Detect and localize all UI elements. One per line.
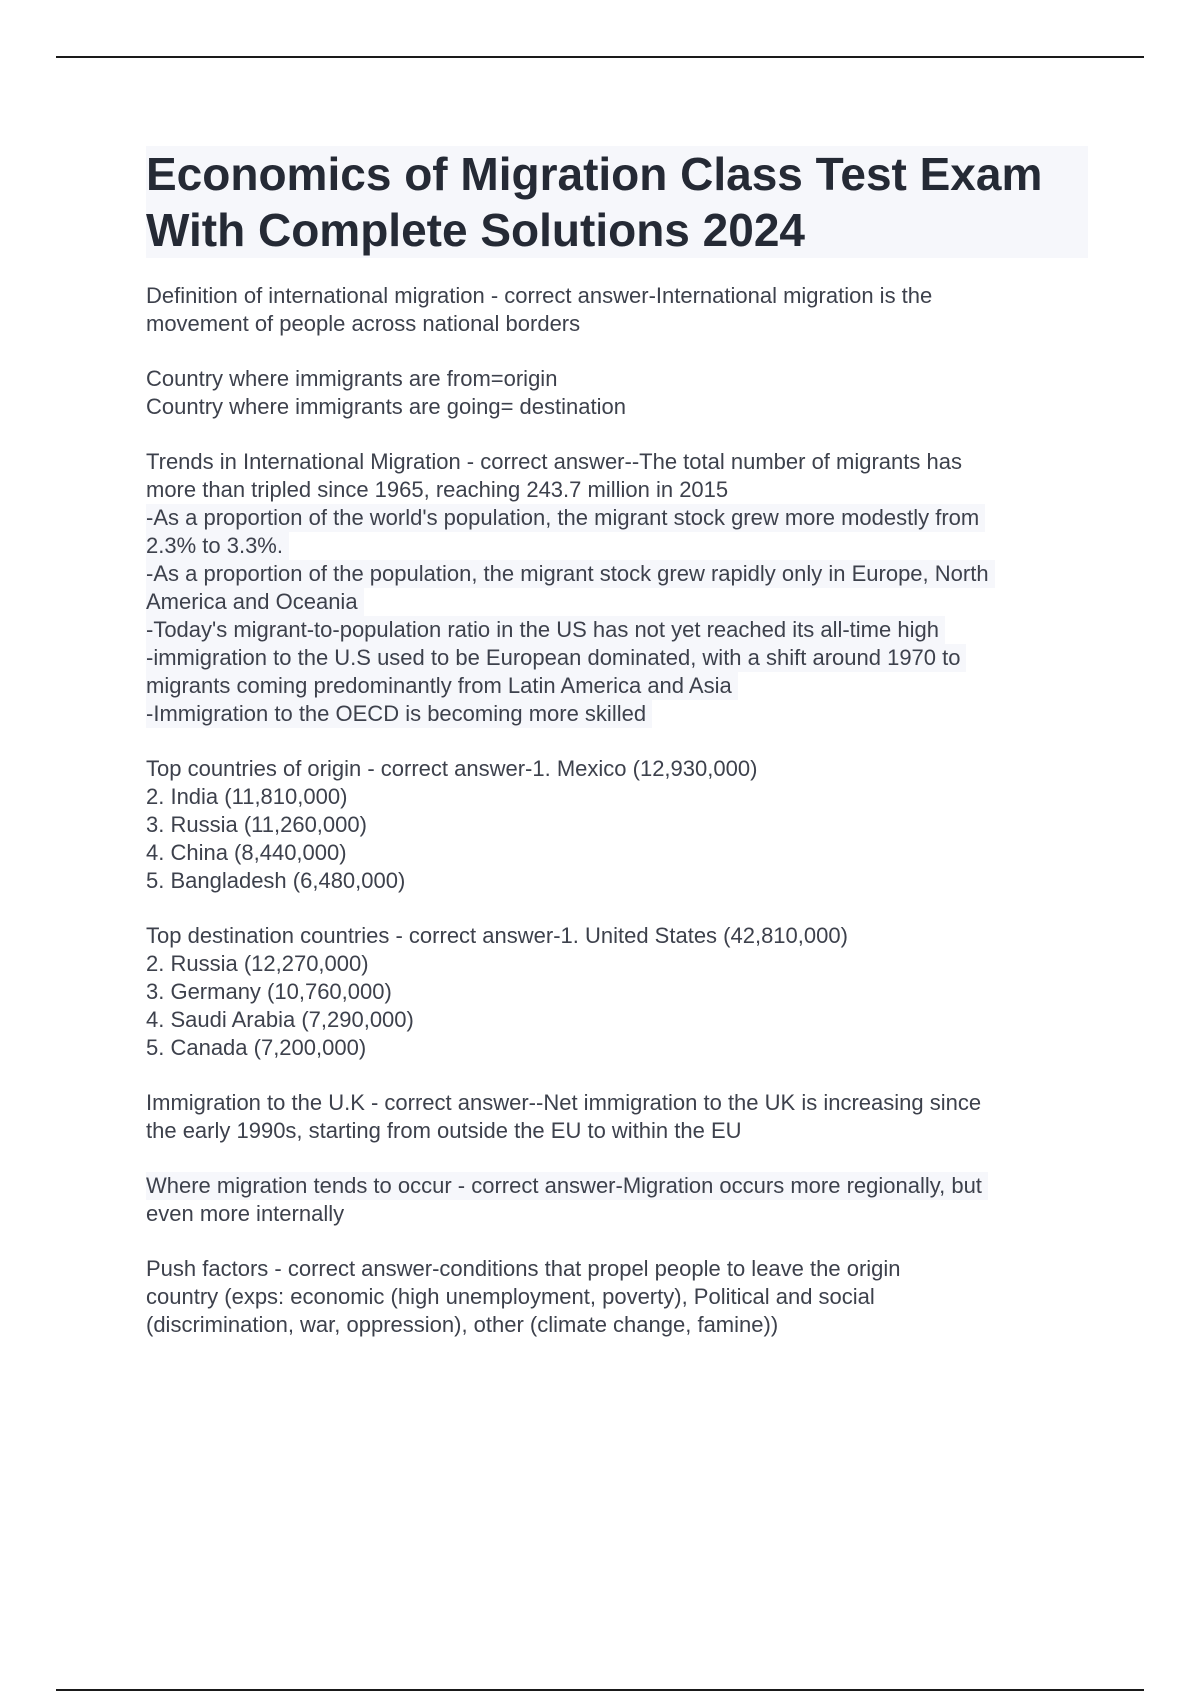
destination-countries-block	[146, 922, 1088, 1062]
text-line: -Immigration to the OECD is becoming more skilled	[146, 700, 652, 728]
list-item: 2. Russia (12,270,000)	[146, 951, 369, 976]
origin-countries-block	[146, 755, 1088, 895]
list-item: 3. Germany (10,760,000)	[146, 979, 392, 1004]
text-line: America and Oceania	[146, 588, 364, 616]
text-line: even more internally	[146, 1201, 345, 1226]
text-line: Immigration to the U.K - correct answer--Net immigration to the UK is increasing since	[146, 1090, 982, 1115]
text-line: Trends in International Migration - correct answer--The total number of migrants has	[146, 449, 962, 474]
text-line: Push factors - correct answer-conditions that propel people to leave the origin	[146, 1256, 901, 1281]
text-line: Country where immigrants are going= destination	[146, 394, 626, 419]
text-line: Top destination countries - correct answer-1. United States (42,810,000)	[146, 923, 848, 948]
uk-immigration-block	[146, 1089, 1088, 1145]
where-migration-block	[146, 1172, 1088, 1228]
text-line: Definition of international migration - correct answer-International migration is the	[146, 283, 933, 308]
text-line: -As a proportion of the world's population, the migrant stock grew more modestly from	[146, 504, 985, 532]
list-item: 5. Bangladesh (6,480,000)	[146, 868, 406, 893]
trends-block	[146, 448, 1088, 728]
text-line: movement of people across national borders	[146, 311, 581, 336]
text-line: (discrimination, war, oppression), other (climate change, famine))	[146, 1312, 779, 1337]
text-line: -immigration to the U.S used to be European dominated, with a shift around 1970 to	[146, 644, 966, 672]
list-item: 2. India (11,810,000)	[146, 784, 348, 809]
text-line: -Today's migrant-to-population ratio in the US has not yet reached its all-time high	[146, 616, 945, 644]
definition-block	[146, 282, 1088, 338]
push-factors-block	[146, 1255, 1088, 1339]
top-rule	[56, 56, 1144, 58]
list-item: 5. Canada (7,200,000)	[146, 1035, 367, 1060]
text-line: migrants coming predominantly from Latin America and Asia	[146, 672, 738, 700]
text-line: Country where immigrants are from=origin	[146, 366, 558, 391]
text-line: more than tripled since 1965, reaching 243.7 million in 2015	[146, 477, 729, 502]
list-item: 3. Russia (11,260,000)	[146, 812, 367, 837]
document-title	[146, 146, 1088, 258]
text-line: the early 1990s, starting from outside the EU to within the EU	[146, 1118, 742, 1143]
text-line: country (exps: economic (high unemployment, poverty), Political and social	[146, 1284, 875, 1309]
origin-destination-block	[146, 365, 1088, 421]
text-line: -As a proportion of the population, the migrant stock grew rapidly only in Europe, North	[146, 560, 995, 588]
text-line: 2.3% to 3.3%.	[146, 532, 289, 560]
document-body	[146, 146, 1088, 1366]
title-line: With Complete Solutions 2024	[146, 204, 806, 256]
text-line: Where migration tends to occur - correct answer-Migration occurs more regionally, but	[146, 1172, 988, 1200]
title-line: Economics of Migration Class Test Exam	[146, 148, 1043, 200]
bottom-rule	[56, 1689, 1144, 1691]
list-item: 4. Saudi Arabia (7,290,000)	[146, 1007, 414, 1032]
list-item: 4. China (8,440,000)	[146, 840, 347, 865]
text-line: Top countries of origin - correct answer-1. Mexico (12,930,000)	[146, 756, 758, 781]
